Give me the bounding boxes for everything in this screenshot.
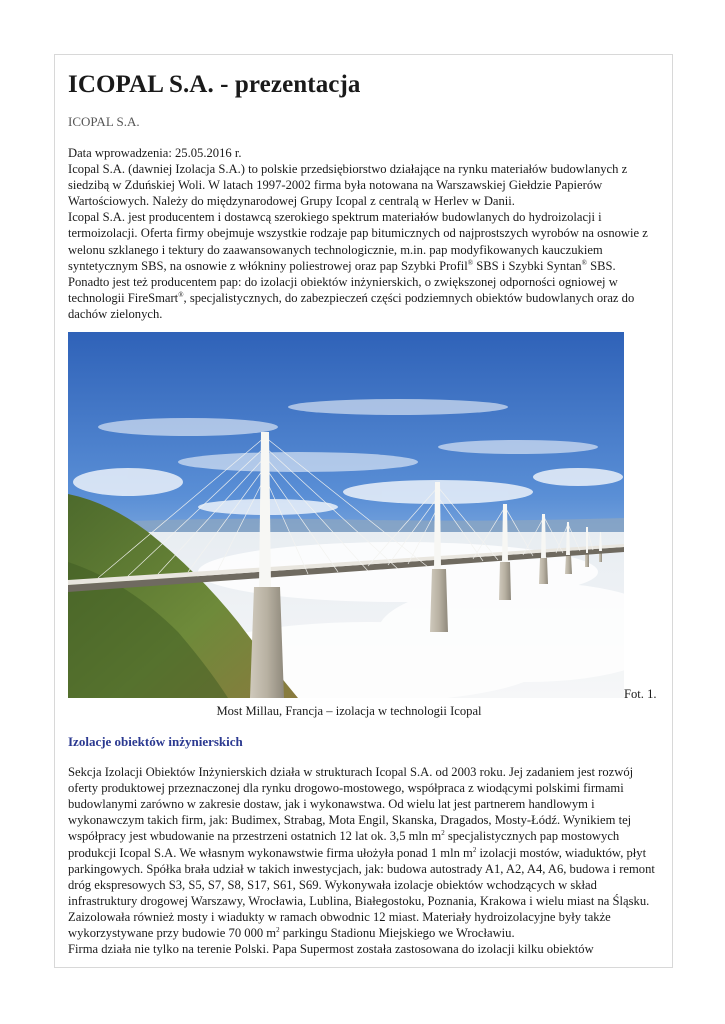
document-page (54, 54, 673, 968)
superscript-2: 2 (441, 829, 445, 838)
intro-text-part: , specjalistycznych, do zabezpieczeń części podziemnych obiektów budowlanych oraz do dachów zielonych. (68, 290, 635, 321)
document-title: ICOPAL S.A. - prezentacja (68, 71, 361, 98)
intro-text-part: SBS i Szybki Syntan (473, 258, 582, 273)
document-content (68, 69, 660, 957)
superscript-2: 2 (472, 845, 477, 854)
millau-bridge-photo (68, 332, 624, 698)
date-line: Data wprowadzenia: 25.05.2016 r. (68, 146, 242, 160)
registered-mark: ® (581, 258, 587, 267)
section-text-part: specjalistycznych pap mostowych produkcji Icopal S.A. We własnym wykonawstwie firma ułożyła ponad 1 mln m (68, 829, 620, 860)
section-body (68, 764, 660, 957)
photo-label: Fot. 1. (624, 687, 657, 702)
intro-text (68, 145, 660, 322)
section-text-part: Sekcja Izolacji Obiektów Inżynierskich działa w strukturach Icopal S.A. od 2003 roku. Jej zadaniem jest rozwój oferty produktowej przeznaczonej dla rynku drogowo-mostowego, współpraca z wiodącymi polskimi firmami budowlanymi zarówno w zakresie dostaw, jak i wykonawstwa. Od wielu lat jest partnerem handlowym i wykonawczym takich firm, jak: Budimex, Strabag, Mota Engil, Skanska, Dragados, Mosty-Łódź. Wynikiem tej współpracy jest wbudowanie na przestrzeni ostatnich 12 lat ok. 3,5 mln m (68, 765, 634, 844)
photo-figure (68, 332, 660, 702)
intro-text-part: SBS. Ponadto jest też producentem pap: do izolacji obiektów inżynierskich, o zwiększonej odporności ogniowej w technologii FireSmart (68, 258, 618, 305)
section-text-part: izolacji mostów, wiaduktów, płyt parkingowych. Spółka brała udział w takich inwestycjach, jak: budowa autostrady A1, A2, A4, A6, budowa i remont dróg ekspresowych S3, S5, S7, S8, S17, S61, S69. Wykonywała izolacje obiektów wchodzących w skład infrastruktury drogowej Warszawy, Wrocławia, Lublina, Białegostoku, Poznania, Krakowa i wielu miast na Śląsku. Zaizolowała również mosty i wiadukty w ramach obwodnic 12 miast. Materiały hydroizolacyjne były także wykorzystywane przy budowie 70 000 m (68, 845, 655, 940)
author-name: ICOPAL S.A. (68, 114, 140, 129)
section-heading: Izolacje obiektów inżynierskich (68, 734, 243, 750)
registered-mark: ® (178, 290, 184, 299)
superscript-2: 2 (276, 925, 280, 934)
photo-caption: Most Millau, Francja – izolacja w technologii Icopal (216, 704, 482, 719)
intro-text-part: Icopal S.A. jest producentem i dostawcą szerokiego spektrum materiałów budowlanych do hydroizolacji i termoizolacji. Oferta firmy obejmuje wszystkie rodzaje pap bitumicznych od najprostszych wyrobów na osnowie z welonu szklanego i tektury do zaawansowanych technologicznie, m.in. pap modyfikowanych kauczukiem syntetycznym SBS, na osnowie z włókniny poliestrowej oraz pap Szybki Profil (68, 210, 648, 273)
section-paragraph-1 (68, 764, 660, 941)
registered-mark: ® (467, 258, 474, 267)
section-text-part: parkingu Stadionu Miejskiego we Wrocławiu. (279, 925, 515, 940)
intro-paragraph-2 (68, 209, 660, 322)
section-paragraph-2: Firma działa nie tylko na terenie Polski. Papa Supermost została zastosowana do izolacji kilku obiektów (68, 942, 594, 957)
intro-paragraph-1: Icopal S.A. (dawniej Izolacja S.A.) to polskie przedsiębiorstwo działające na rynku materiałów budowlanych z siedzibą w Zduńskiej Woli. W latach 1997-2002 firma była notowana na Warszawskiej Giełdzie Papierów Wartościowych. Należy do międzynarodowej Grupy Icopal z centralą w Herlev w Danii. (68, 162, 628, 209)
